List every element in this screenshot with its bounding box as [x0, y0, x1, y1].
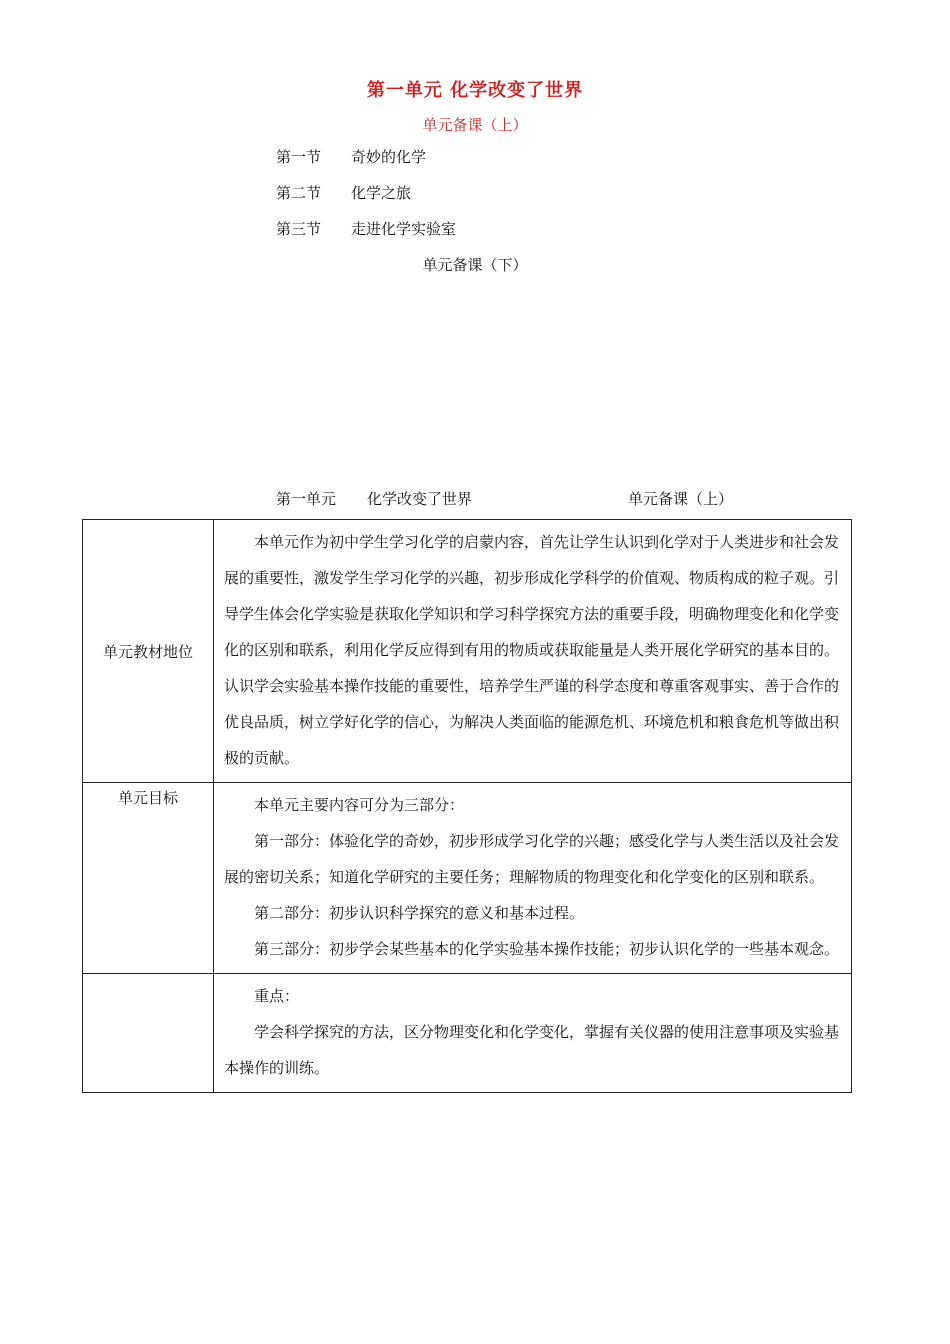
table-row	[83, 520, 852, 783]
paragraph: 第二部分：初步认识科学探究的意义和基本过程。	[254, 904, 585, 922]
section-item	[276, 218, 456, 239]
table-row	[83, 974, 852, 1093]
paragraph: 本单元作为初中学生学习化学的启蒙内容，首先让学生认识到化学对于人类进步和社会发展的重要性，激发学生学习化学的兴趣，初步形成化学科学的价值观、物质构成的粒子观。引导学生体会化学实验是获取化学知识和学习科学探究方法的重要手段，明确物理变化和化学变化的区别和联系，利用化学反应得到有用的物质或获取能量是人类开展化学研究的基本目的。认识学会实验基本操作技能的重要性，培养学生严谨的科学态度和尊重客观事实、善于合作的优良品质，树立学好化学的信心，为解决人类面临的能源危机、环境危机和粮食危机等做出积极的贡献。	[224, 533, 840, 767]
document-title: 第一单元 化学改变了世界	[366, 80, 584, 101]
section-name: 化学之旅	[351, 184, 412, 202]
paragraph: 学会科学探究的方法，区分物理变化和化学变化，掌握有关仪器的使用注意事项及实验基本操作的训练。	[224, 1023, 840, 1077]
subtitle-lower: 单元备课（下）	[422, 256, 528, 274]
header-part: 单元备课（上）	[628, 490, 734, 508]
row-label-empty	[83, 974, 214, 1093]
paragraph: 第一部分：体验化学的奇妙，初步形成学习化学的兴趣；感受化学与人类生活以及社会发展的密切关系；知道化学研究的主要任务；理解物质的物理变化和化学变化的区别和联系。	[224, 832, 840, 886]
section-number: 第二节	[276, 184, 322, 202]
section-name: 走进化学实验室	[351, 220, 457, 238]
section-item	[276, 182, 411, 203]
section-number: 第三节	[276, 220, 322, 238]
row-label: 单元教材地位	[83, 520, 214, 783]
row-content	[214, 783, 852, 974]
section-name: 奇妙的化学	[351, 148, 427, 166]
paragraph: 本单元主要内容可分为三部分：	[254, 796, 465, 814]
table-row	[83, 783, 852, 974]
section-item	[276, 146, 426, 167]
lesson-table	[82, 519, 852, 1093]
row-label: 单元目标	[83, 783, 214, 974]
paragraph: 第三部分：初步学会某些基本的化学实验基本操作技能；初步认识化学的一些基本观念。	[254, 940, 840, 958]
paragraph: 重点：	[254, 987, 300, 1005]
row-content	[214, 974, 852, 1093]
subtitle-upper: 单元备课（上）	[422, 116, 528, 134]
row-content	[214, 520, 852, 783]
header-unit-name: 化学改变了世界	[367, 490, 473, 508]
section-number: 第一节	[276, 148, 322, 166]
header-unit: 第一单元	[276, 490, 337, 508]
